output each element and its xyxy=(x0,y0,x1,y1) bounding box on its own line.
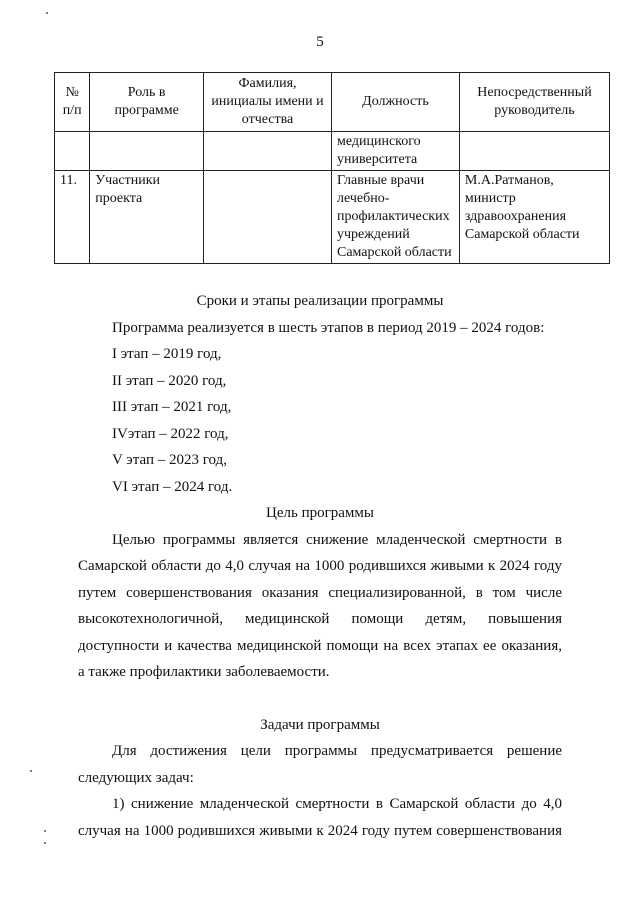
stage-item: V этап – 2023 год, xyxy=(112,452,227,468)
header-position: Должность xyxy=(331,73,459,132)
scan-speck xyxy=(30,770,32,772)
timeline-intro: Программа реализуется в шесть этапов в период 2019 – 2024 годов: xyxy=(112,319,545,336)
scan-speck xyxy=(44,830,46,832)
stage-item: II этап – 2020 год, xyxy=(112,372,227,389)
header-manager: Непосредственный руководитель xyxy=(459,73,609,132)
table-header-row xyxy=(55,73,610,132)
cell-number: 11. xyxy=(55,171,90,264)
roles-table xyxy=(54,72,610,264)
cell-position: медицинского университета xyxy=(331,132,459,171)
goal-line: Целью программы является снижение младенческой смертности в xyxy=(112,531,562,548)
page-number: 5 xyxy=(316,34,324,50)
goal-line: доступности и качества медицинской помощи на всех этапах ее оказания, xyxy=(78,637,562,654)
scan-speck xyxy=(44,842,46,844)
cell-role xyxy=(90,132,204,171)
tasks-line: следующих задач: xyxy=(78,769,194,786)
cell-number xyxy=(55,132,90,171)
table-row xyxy=(55,132,610,171)
document-body xyxy=(78,288,562,844)
cell-manager xyxy=(459,132,609,171)
goal-line: а также профилактики заболеваемости. xyxy=(78,664,330,680)
stage-item: VI этап – 2024 год. xyxy=(112,478,233,495)
header-number: № п/п xyxy=(55,73,90,132)
stage-item: I этап – 2019 год, xyxy=(112,346,222,362)
header-role: Роль в программе xyxy=(90,73,204,132)
cell-name xyxy=(204,171,332,264)
goal-line: высокотехнологичной, медицинской помощи детям, повышения xyxy=(78,611,562,627)
tasks-line: Для достижения цели программы предусматривается решение xyxy=(112,743,562,759)
goal-heading: Цель программы xyxy=(266,505,374,521)
goal-line: путем совершенствования оказания специализированной, в том числе xyxy=(78,584,562,601)
cell-manager: М.А.Ратманов, министр здравоохранения Самарской области xyxy=(459,171,609,264)
cell-name xyxy=(204,132,332,171)
tasks-line: случая на 1000 родившихся живыми к 2024 году путем совершенствования xyxy=(78,822,562,839)
timeline-heading: Сроки и этапы реализации программы xyxy=(196,293,444,309)
goal-line: Самарской области до 4,0 случая на 1000 родившихся живыми к 2024 году xyxy=(78,558,562,574)
stage-item: IVэтап – 2022 год, xyxy=(112,425,229,442)
tasks-heading: Задачи программы xyxy=(260,716,380,733)
scan-speck xyxy=(46,12,48,14)
tasks-line: 1) снижение младенческой смертности в Самарской области до 4,0 xyxy=(112,796,562,812)
header-name: Фамилия, инициалы имени и отчества xyxy=(204,73,332,132)
stage-item: III этап – 2021 год, xyxy=(112,399,232,415)
table-row xyxy=(55,171,610,264)
cell-position: Главные врачи лечебно-профилактических учреждений Самарской области xyxy=(331,171,459,264)
cell-role: Участники проекта xyxy=(90,171,204,264)
